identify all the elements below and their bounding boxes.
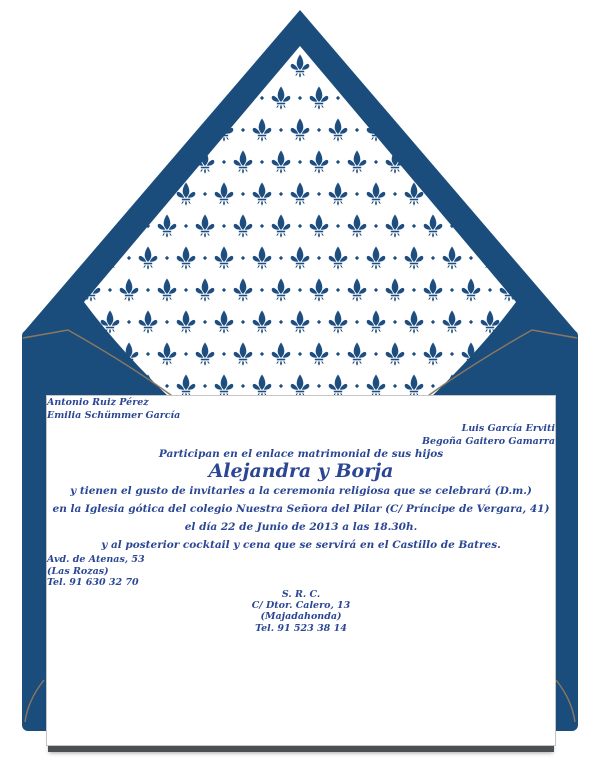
- body-line: y tienen el gusto de invitarles a la ceremonia religiosa que se celebrará (D.m.): [70, 485, 532, 497]
- address-line: (Las Rozas): [47, 565, 109, 577]
- invitation-card: [46, 395, 556, 746]
- address-right: [47, 600, 555, 635]
- body-line: en la Iglesia gótica del colegio Nuestra Señora del Pilar (C/ Príncipe de Vergara, 41): [52, 503, 550, 515]
- address-line: Avd. de Atenas, 53: [47, 554, 145, 565]
- address-line: Tel. 91 523 38 14: [255, 622, 347, 634]
- body-line: y al posterior cocktail y cena que se servirá en el Castillo de Batres.: [101, 539, 501, 551]
- address-line: Tel. 91 630 32 70: [47, 577, 139, 588]
- hosts-groom-parents: [47, 396, 555, 422]
- host-name: Begoña Gaitero Gamarra: [421, 436, 555, 447]
- hosts-bride-parents: [47, 422, 555, 448]
- host-name: Antonio Ruiz Pérez: [47, 397, 149, 408]
- host-name: Emilia Schümmer García: [47, 410, 181, 421]
- host-name: Luis García Erviti: [461, 423, 555, 434]
- body-line: el día 22 de Junio de 2013 a las 18.30h.: [184, 521, 418, 533]
- address-line: (Majadahonda): [260, 611, 342, 622]
- intro-line: Participan en el enlace matrimonial de sus hijos: [158, 448, 444, 460]
- invitation-body: [47, 482, 555, 554]
- rsvp-note: S. R. C.: [281, 588, 321, 600]
- address-line: C/ Dtor. Calero, 13: [251, 599, 351, 611]
- couple-names: Alejandra y Borja: [208, 460, 394, 482]
- address-left: [47, 554, 555, 589]
